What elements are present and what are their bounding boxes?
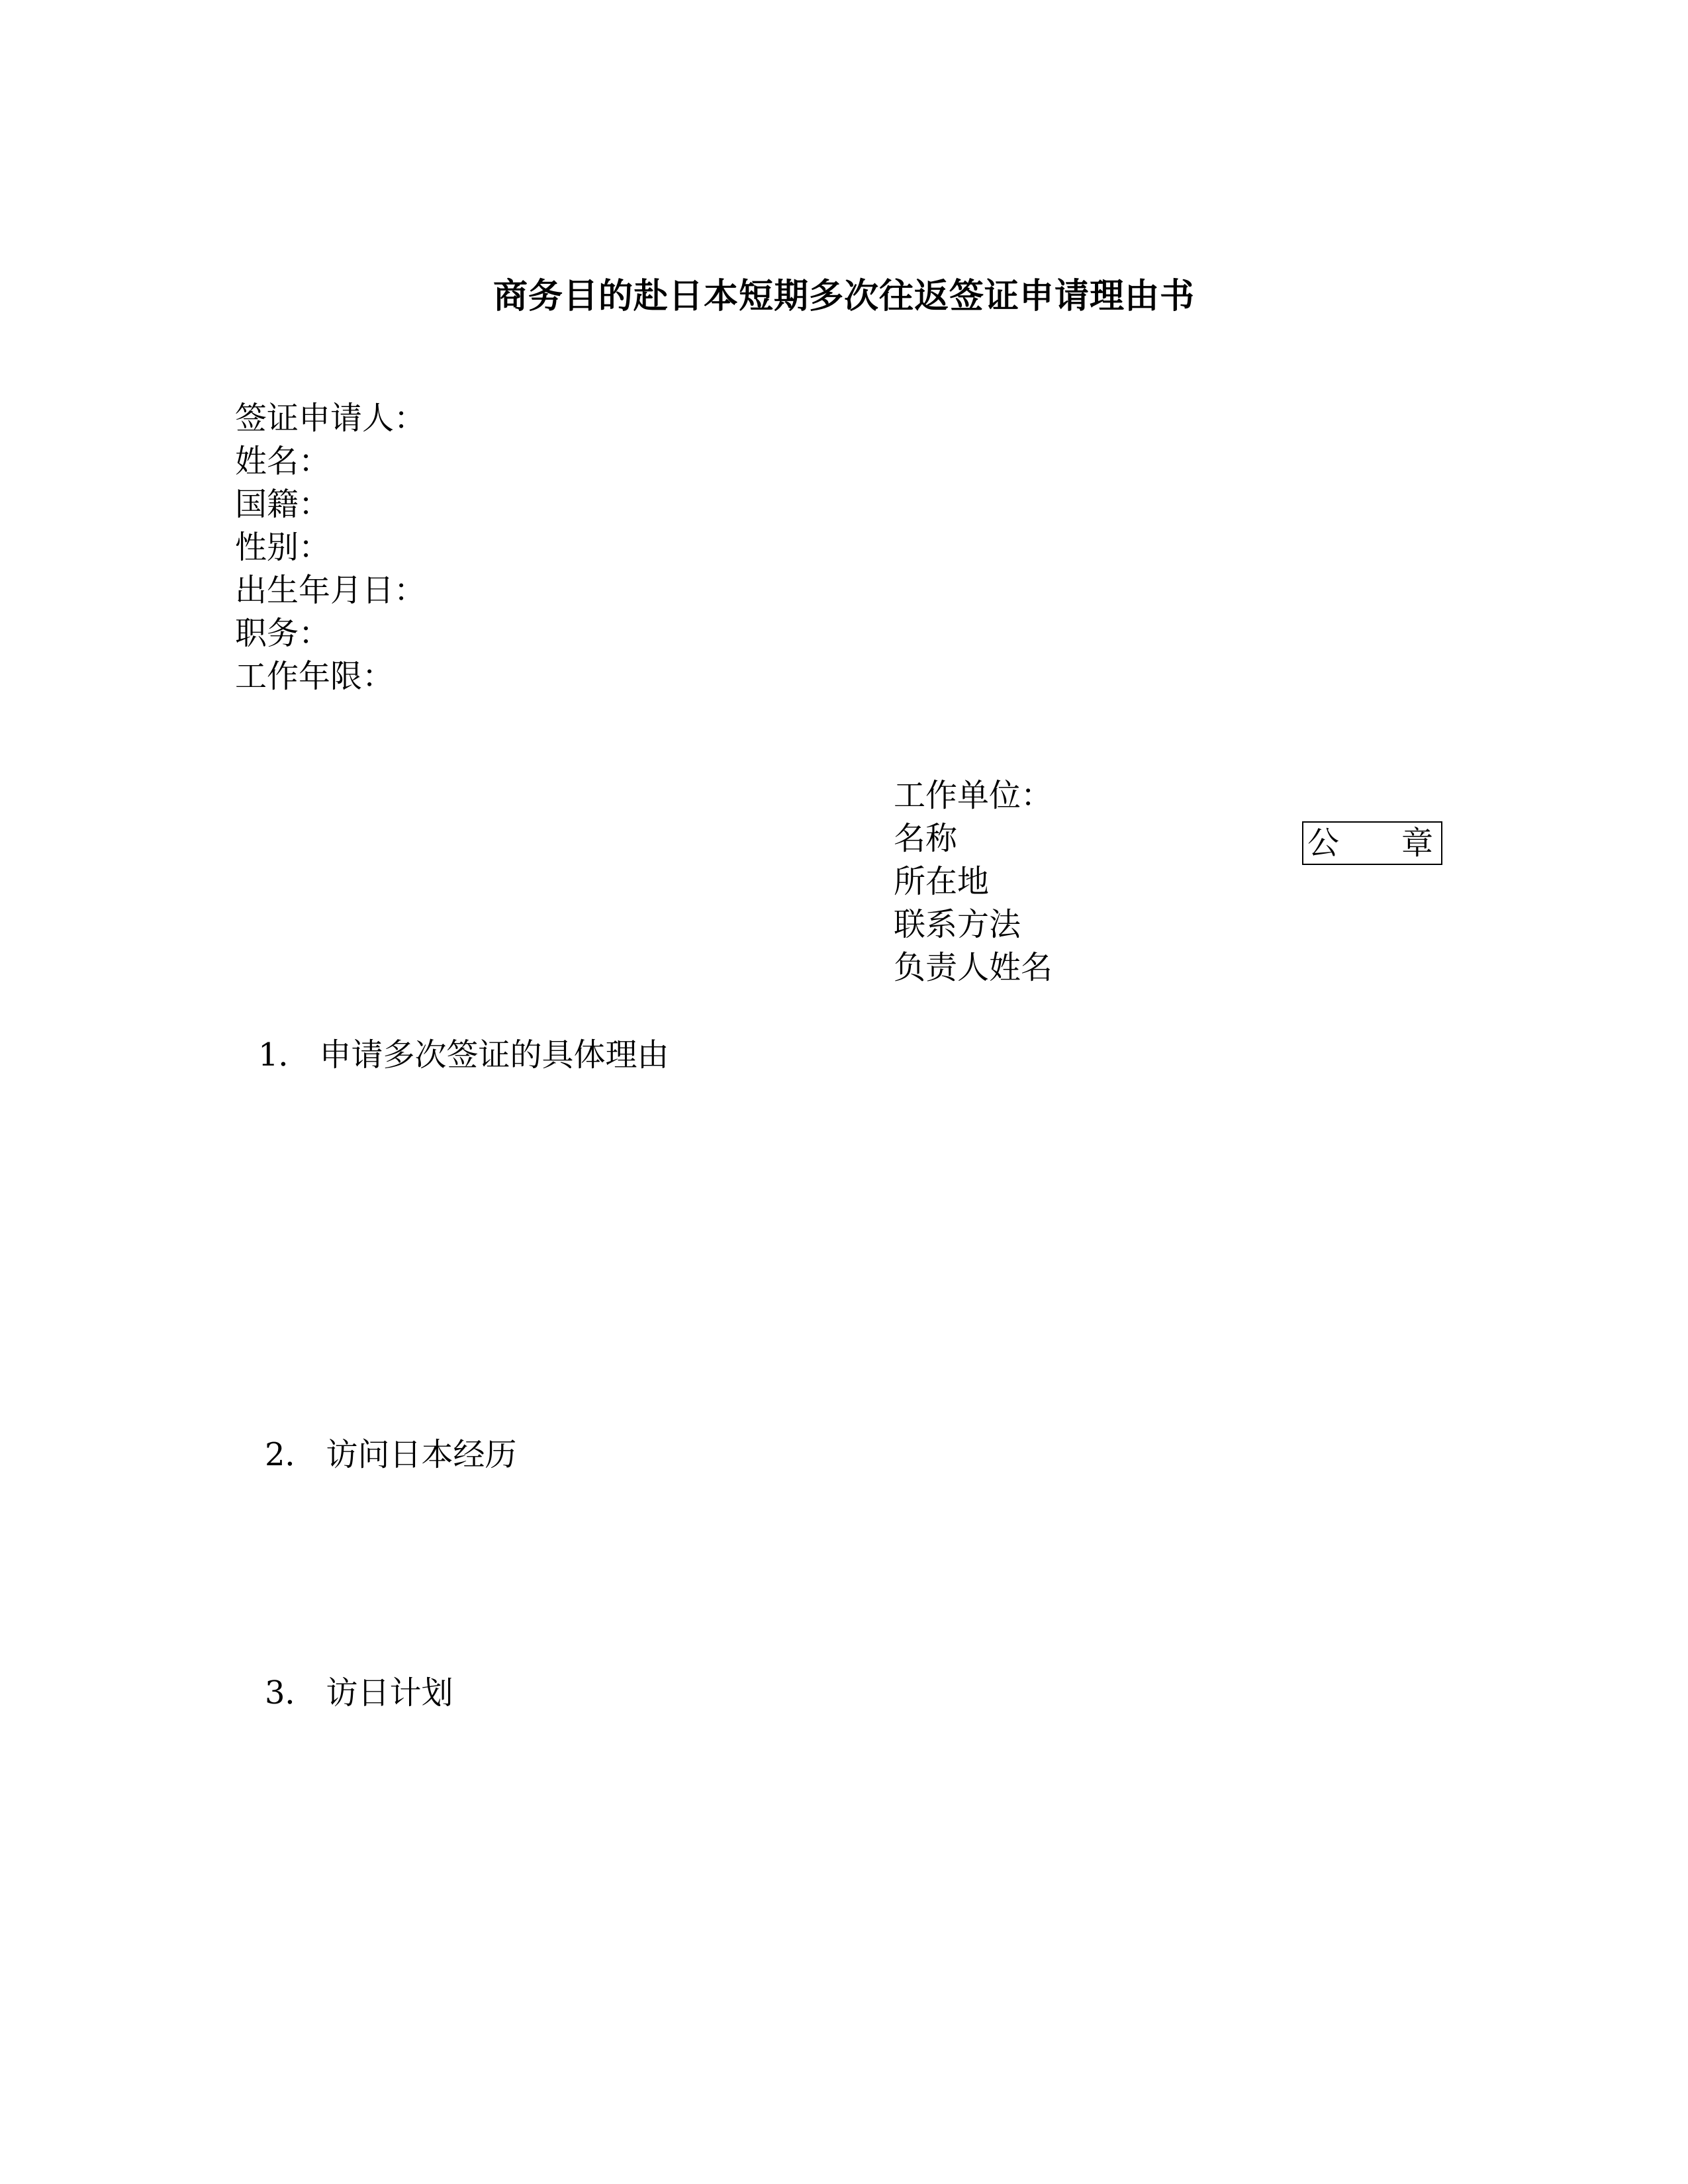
section-label: 访日计划	[326, 1674, 453, 1711]
field-gender-label: 性别：	[235, 529, 331, 566]
section-number: 1．	[258, 1036, 310, 1073]
company-seal-box	[1302, 821, 1442, 865]
section-visit-plan	[265, 1672, 453, 1715]
applicant-heading: 签证申请人：	[235, 400, 426, 437]
employer-info-block	[894, 774, 1053, 989]
field-name-label: 姓名：	[235, 443, 331, 480]
employer-contact-label: 联系方法	[894, 906, 1021, 943]
section-reasons	[258, 1034, 669, 1077]
section-number: 2．	[265, 1436, 317, 1473]
section-label: 访问日本经历	[326, 1436, 517, 1473]
employer-name-label: 名称	[894, 820, 958, 857]
field-work-years-label: 工作年限：	[235, 658, 395, 695]
document-title: 商务目的赴日本短期多次往返签证申请理由书	[492, 276, 1195, 316]
field-birthdate-label: 出生年月日：	[235, 572, 426, 609]
section-japan-visit-history	[265, 1433, 517, 1477]
seal-char-gong: 公	[1307, 825, 1340, 862]
section-label: 申请多次签证的具体理由	[319, 1036, 669, 1073]
employer-representative-label: 负责人姓名	[894, 949, 1053, 986]
employer-address-label: 所在地	[894, 863, 990, 900]
section-number: 3．	[265, 1674, 317, 1711]
employer-heading: 工作单位：	[894, 777, 1053, 814]
applicant-info-block	[235, 397, 426, 698]
field-nationality-label: 国籍：	[235, 486, 331, 523]
field-position-label: 职务：	[235, 615, 331, 652]
seal-char-zhang: 章	[1401, 825, 1433, 862]
